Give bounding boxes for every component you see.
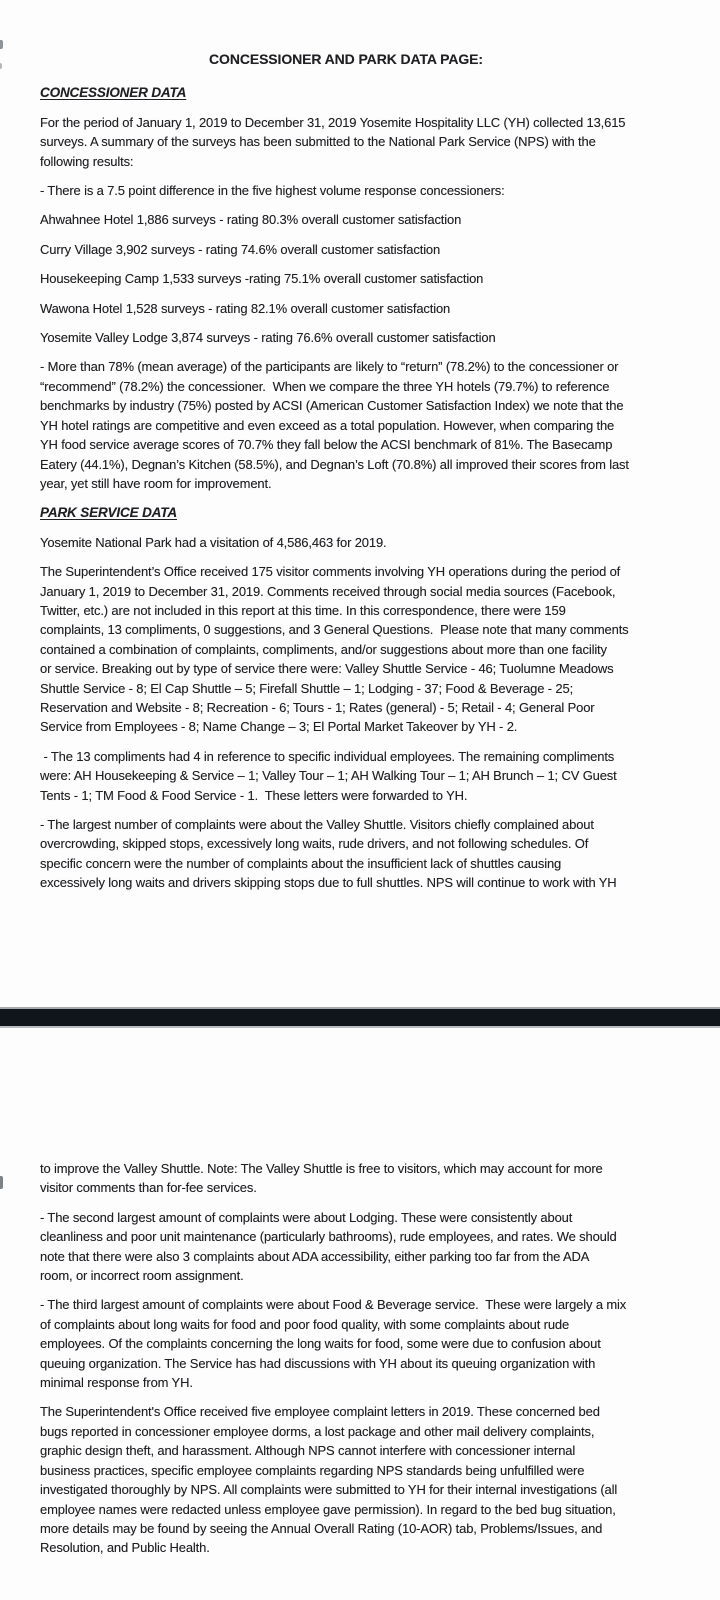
paragraph xyxy=(40,357,720,493)
paragraph xyxy=(40,1295,720,1392)
scan-edge-artifact xyxy=(0,1176,3,1189)
paragraph xyxy=(40,210,720,229)
text-line: - The second largest amount of complaints were about Lodging. These were consistently about xyxy=(40,1209,573,1225)
text-line: surveys. A summary of the surveys has been submitted to the National Park Service (NPS) with the xyxy=(40,134,596,150)
text-line: of complaints about long waits for food and poor food quality, with some complaints about rude xyxy=(40,1316,570,1332)
paragraph xyxy=(40,181,720,200)
paragraph xyxy=(40,269,720,288)
text-line: business practices, specific employee complaints regarding NPS standards being unfulfilled were xyxy=(40,1462,585,1478)
text-line: graphic design theft, and harassment. Although NPS cannot interfere with concessioner internal xyxy=(40,1443,576,1459)
text-line: excessively long waits and drivers skipping stops due to full shuttles. NPS will continue to work with YH xyxy=(40,875,617,891)
text-line: - The largest number of complaints were about the Valley Shuttle. Visitors chiefly complained about xyxy=(40,817,594,832)
text-line: Resolution, and Public Health. xyxy=(40,1540,210,1556)
text-line: Curry Village 3,902 surveys - rating 74.6% overall customer satisfaction xyxy=(40,241,441,257)
text-line: YH food service average scores of 70.7% they fall below the ACSI benchmark of 81%. The Basecamp xyxy=(40,437,613,453)
text-line: cleanliness and poor unit maintenance (particularly bathrooms), rude employees, and rates. We should xyxy=(40,1229,617,1245)
section-heading xyxy=(40,503,720,522)
text-line: January 1, 2019 to December 31, 2019. Comments received through social media sources (Facebook, xyxy=(40,583,616,599)
text-line: complaints, 13 compliments, 0 suggestions, and 3 General Questions. Please note that many comments xyxy=(40,622,629,638)
text-line: room, or incorrect room assignment. xyxy=(40,1268,244,1284)
text-line: to improve the Valley Shuttle. Note: The Valley Shuttle is free to visitors, which may account for more xyxy=(40,1161,603,1176)
text-line: - The 13 compliments had 4 in reference to specific individual employees. The remaining compliments xyxy=(40,748,615,764)
text-line: overcrowding, skipped stops, excessively long waits, rude drivers, and not following schedules. Of xyxy=(40,836,589,852)
paragraph xyxy=(40,328,720,347)
paragraph xyxy=(40,562,720,737)
text-line: Yosemite Valley Lodge 3,874 surveys - rating 76.6% overall customer satisfaction xyxy=(40,330,496,346)
text-line: - More than 78% (mean average) of the participants are likely to “return” (78.2%) to the concessioner or xyxy=(40,359,619,375)
text-line: CONCESSIONER DATA xyxy=(40,85,187,101)
document-title xyxy=(40,50,652,69)
text-line: specific concern were the number of complaints about the insufficient lack of shuttles causing xyxy=(40,855,562,871)
text-line: CONCESSIONER AND PARK DATA PAGE: xyxy=(209,51,483,67)
paragraph xyxy=(40,299,720,318)
text-line: For the period of January 1, 2019 to December 31, 2019 Yosemite Hospitality LLC (YH) collected 13,615 xyxy=(40,114,626,130)
text-line: visitor comments than for-fee services. xyxy=(40,1180,257,1196)
text-line: YH hotel ratings are competitive and even exceed as a total population. However, when comparing the xyxy=(40,417,615,433)
text-line: queuing organization. The Service has had discussions with YH about its queuing organization with xyxy=(40,1355,596,1371)
paragraph xyxy=(40,1402,720,1557)
text-line: benchmarks by industry (75%) posted by ACSI (American Customer Satisfaction Index) we note that the xyxy=(40,398,624,414)
text-line: more details may be found by seeing the Annual Overall Rating (10-AOR) tab, Problems/Issues, and xyxy=(40,1520,603,1536)
text-line: Housekeeping Camp 1,533 surveys -rating 75.1% overall customer satisfaction xyxy=(40,271,484,287)
paragraph xyxy=(40,815,720,893)
text-line: The Superintendent's Office received five employee complaint letters in 2019. These concerned bed xyxy=(40,1404,600,1420)
section-heading xyxy=(40,83,720,102)
text-line: or service. Breaking out by type of service there were: Valley Shuttle Service - 46; Tuolumne Meadows xyxy=(40,661,614,677)
text-line: Service from Employees - 8; Name Change – 3; El Portal Market Takeover by YH - 2. xyxy=(40,719,518,735)
scan-edge-artifact xyxy=(0,40,3,49)
page-break-bar xyxy=(0,1007,720,1028)
text-line: employees. Of the complaints concerning the long waits for food, some were due to confusion about xyxy=(40,1336,601,1352)
text-line: The Superintendent’s Office received 175 visitor comments involving YH operations during the period of xyxy=(40,564,621,580)
text-line: following results: xyxy=(40,153,134,169)
text-line: Yosemite National Park had a visitation of 4,586,463 for 2019. xyxy=(40,534,387,550)
text-line: Reservation and Website - 8; Recreation - 6; Tours - 1; Rates (general) - 5; Retail - 4; General Poor xyxy=(40,699,595,715)
text-line: year, yet still have room for improvement. xyxy=(40,475,272,491)
text-line: contained a combination of complaints, compliments, and/or suggestions about more than one facility xyxy=(40,641,607,657)
text-line: Tents - 1; TM Food & Food Service - 1. These letters were forwarded to YH. xyxy=(40,787,468,803)
document-page-2 xyxy=(0,1028,720,1600)
text-line: “recommend” (78.2%) the concessioner. When we compare the three YH hotels (79.7%) to reference xyxy=(40,378,610,394)
text-line: investigated thoroughly by NPS. All complaints were submitted to YH for their internal investigations (all xyxy=(40,1482,618,1498)
text-line: employee names were redacted unless employee gave permission). In regard to the bed bug situation, xyxy=(40,1501,616,1517)
text-line: PARK SERVICE DATA xyxy=(40,505,177,521)
text-line: bugs reported in concessioner employee dorms, a lost package and other mail delivery complaints, xyxy=(40,1423,595,1439)
paragraph xyxy=(40,747,720,805)
text-line: Shuttle Service - 8; El Cap Shuttle – 5; Firefall Shuttle – 1; Lodging - 37; Food & Beverage - 25; xyxy=(40,680,574,696)
paragraph xyxy=(40,533,720,552)
text-line: - The third largest amount of complaints were about Food & Beverage service. These were largely a mix xyxy=(40,1297,627,1313)
text-line: Ahwahnee Hotel 1,886 surveys - rating 80.3% overall customer satisfaction xyxy=(40,212,462,228)
paragraph xyxy=(40,240,720,259)
text-line: Eatery (44.1%), Degnan’s Kitchen (58.5%), and Degnan’s Loft (70.8%) all improved their scores from last xyxy=(40,456,629,472)
text-line: Twitter, etc.) are not included in this report at this time. In this correspondence, there were 159 xyxy=(40,602,566,618)
text-line: minimal response from YH. xyxy=(40,1375,193,1391)
text-line: Wawona Hotel 1,528 surveys - rating 82.1% overall customer satisfaction xyxy=(40,300,451,316)
text-line: note that there were also 3 complaints about ADA accessibility, either parking too far from the ADA xyxy=(40,1248,590,1264)
paragraph xyxy=(40,1208,720,1286)
text-line: - There is a 7.5 point difference in the five highest volume response concessioners: xyxy=(40,183,505,199)
paragraph xyxy=(40,113,720,171)
paragraph xyxy=(40,1159,720,1198)
text-line: were: AH Housekeeping & Service – 1; Valley Tour – 1; AH Walking Tour – 1; AH Brunch – 1; CV Guest xyxy=(40,768,617,784)
